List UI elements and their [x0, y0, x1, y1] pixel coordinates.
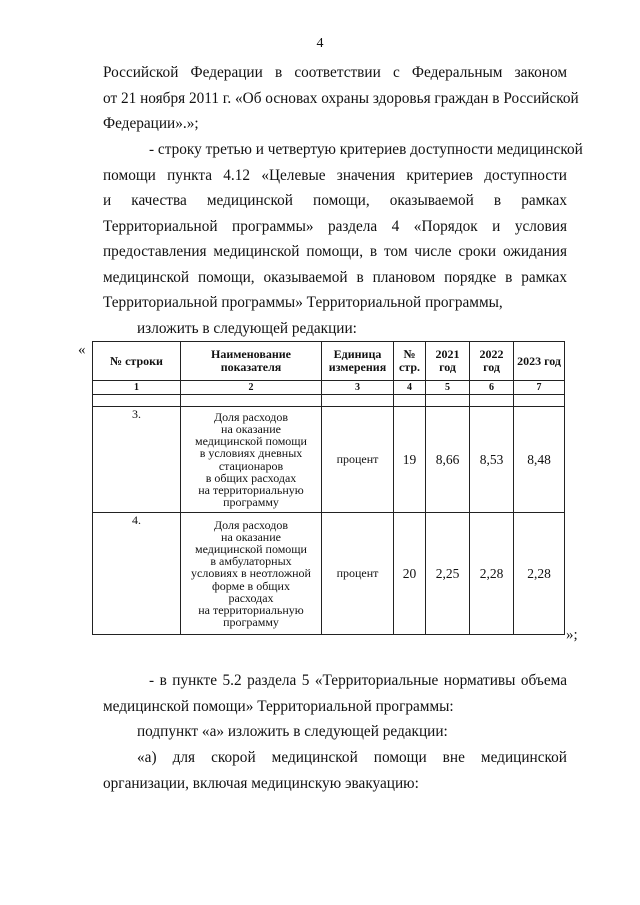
- header-2021: 2021 год: [426, 342, 470, 381]
- text-line: «а) для скорой медицинской помощи вне медицинской: [137, 749, 567, 766]
- text-line: организации, включая медицинскую эвакуацию:: [103, 774, 419, 792]
- value-2021: 2,25: [426, 513, 470, 635]
- indicator-name: Доля расходов на оказание медицинской помощи в условиях дневных стационаров в общих расходах на территориальную программу: [181, 407, 322, 513]
- value-2021: 8,66: [426, 407, 470, 513]
- column-number: 6: [470, 381, 514, 395]
- text-line: и качества медицинской помощи, оказываемой в рамках: [103, 192, 567, 209]
- table-close-quote: »;: [566, 627, 578, 643]
- paragraph-subpoint-instruction: [103, 719, 567, 745]
- row-number: 3.: [93, 407, 181, 513]
- column-number: 4: [394, 381, 426, 395]
- header-page: № стр.: [394, 342, 426, 381]
- page-number: 4: [316, 36, 324, 51]
- column-number: 7: [514, 381, 565, 395]
- criteria-table: [92, 341, 565, 635]
- column-number: 3: [322, 381, 394, 395]
- text-line: подпункт «а» изложить в следующей редакции:: [137, 723, 448, 740]
- value-2023: 8,48: [514, 407, 565, 513]
- text-line: Российской Федерации в соответствии с Федеральным законом: [103, 64, 567, 81]
- page-value: 19: [394, 407, 426, 513]
- paragraph-edit-instruction: [103, 316, 567, 342]
- header-2023: 2023 год: [514, 342, 565, 381]
- table-header-row: [93, 342, 565, 381]
- row-number: 4.: [93, 513, 181, 635]
- column-number-row: [93, 381, 565, 395]
- text-line: изложить в следующей редакции:: [137, 320, 357, 337]
- indicator-name: Доля расходов на оказание медицинской помощи в амбулаторных условиях в неотложной форме в общих расходах на территориальную программу: [181, 513, 322, 635]
- table-row: [93, 407, 565, 513]
- header-row-number: № строки: [93, 342, 181, 381]
- paragraph-subpoint-a: [103, 745, 567, 796]
- unit-value: процент: [322, 407, 394, 513]
- unit-value: процент: [322, 513, 394, 635]
- column-number: 5: [426, 381, 470, 395]
- value-2022: 2,28: [470, 513, 514, 635]
- column-number: 1: [93, 381, 181, 395]
- text-line: Федерации».»;: [103, 115, 199, 132]
- spacer-row: [93, 395, 565, 407]
- text-line: - строку третью и четвертую критериев доступности медицинской: [149, 141, 583, 158]
- header-unit: Единица измерения: [322, 342, 394, 381]
- header-indicator-name: Наименование показателя: [181, 342, 322, 381]
- paragraph-amendment-intro: [103, 137, 583, 316]
- page-value: 20: [394, 513, 426, 635]
- table-open-quote: «: [78, 342, 86, 358]
- paragraph-continuation: [103, 60, 579, 137]
- text-line: медицинской помощи» Территориальной программы:: [103, 697, 454, 715]
- paragraph-section-5: [103, 668, 567, 719]
- column-number: 2: [181, 381, 322, 395]
- text-line: помощи пункта 4.12 «Целевые значения критериев доступности: [103, 166, 567, 184]
- text-line: Территориальной программы» раздела 4 «Порядок и условия: [103, 217, 567, 235]
- text-line: Территориальной программы» Территориальной программы,: [103, 294, 503, 311]
- text-line: предоставления медицинской помощи, в том числе сроки ожидания: [103, 243, 567, 260]
- table-row: [93, 513, 565, 635]
- text-line: медицинской помощи, оказываемой в плановом порядке в рамках: [103, 268, 567, 286]
- header-2022: 2022 год: [470, 342, 514, 381]
- value-2023: 2,28: [514, 513, 565, 635]
- text-line: от 21 ноября 2011 г. «Об основах охраны здоровья граждан в Российской: [103, 89, 579, 107]
- text-line: - в пункте 5.2 раздела 5 «Территориальные нормативы объема: [149, 672, 567, 689]
- value-2022: 8,53: [470, 407, 514, 513]
